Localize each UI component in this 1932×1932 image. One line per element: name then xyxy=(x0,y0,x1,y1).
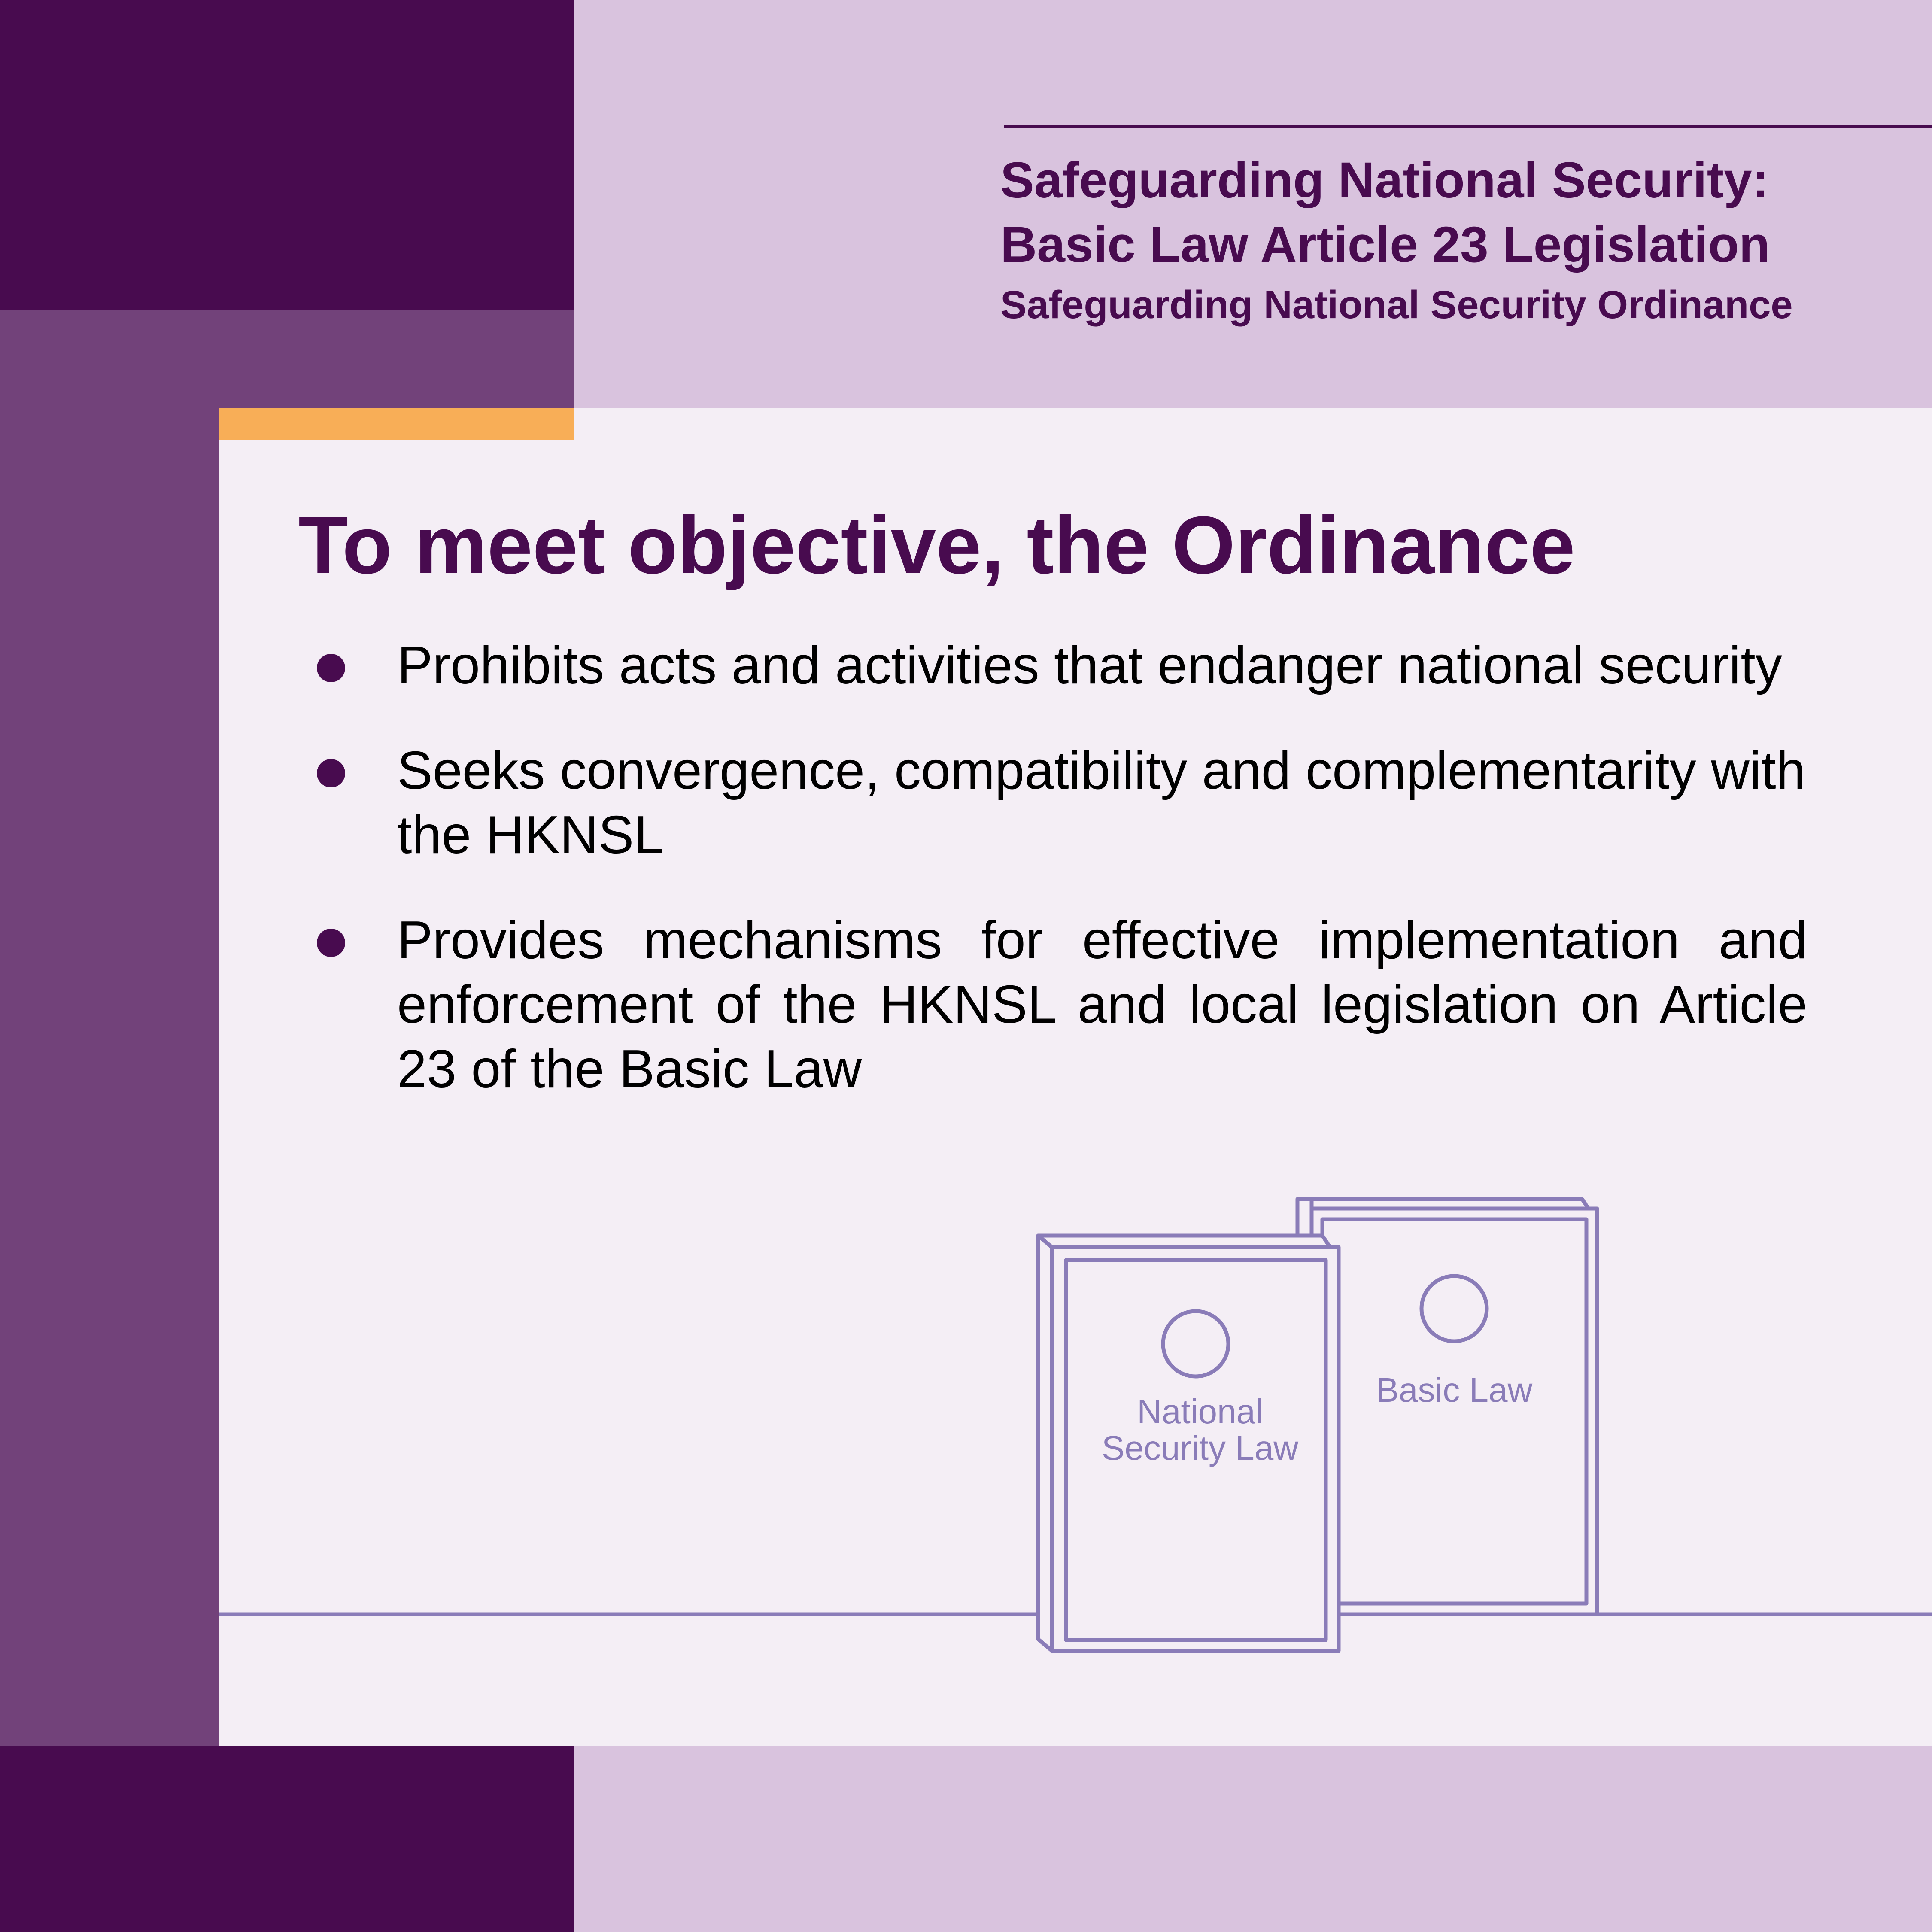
header-subtitle: Safeguarding National Security Ordinance xyxy=(1000,283,1793,327)
book-label-national: National xyxy=(1137,1392,1263,1431)
book-label-security-law: Security Law xyxy=(1102,1429,1298,1467)
bullet-text: Seeks convergence, compatibility and complementarity with the HKNSL xyxy=(397,741,1806,865)
section-heading: To meet objective, the Ordinance xyxy=(298,500,1575,591)
header-title-line1: Safeguarding National Security: xyxy=(1000,152,1769,209)
bullet-text: Prohibits acts and activities that endanger national security xyxy=(397,636,1782,695)
bullet-text: Provides mechanisms for effective implementation and enforcement of the HKNSL and local legislation on Article 23 of the Basic Law xyxy=(397,911,1807,1099)
header-title-line2: Basic Law Article 23 Legislation xyxy=(1000,216,1770,273)
book-label-basic-law: Basic Law xyxy=(1376,1371,1533,1409)
